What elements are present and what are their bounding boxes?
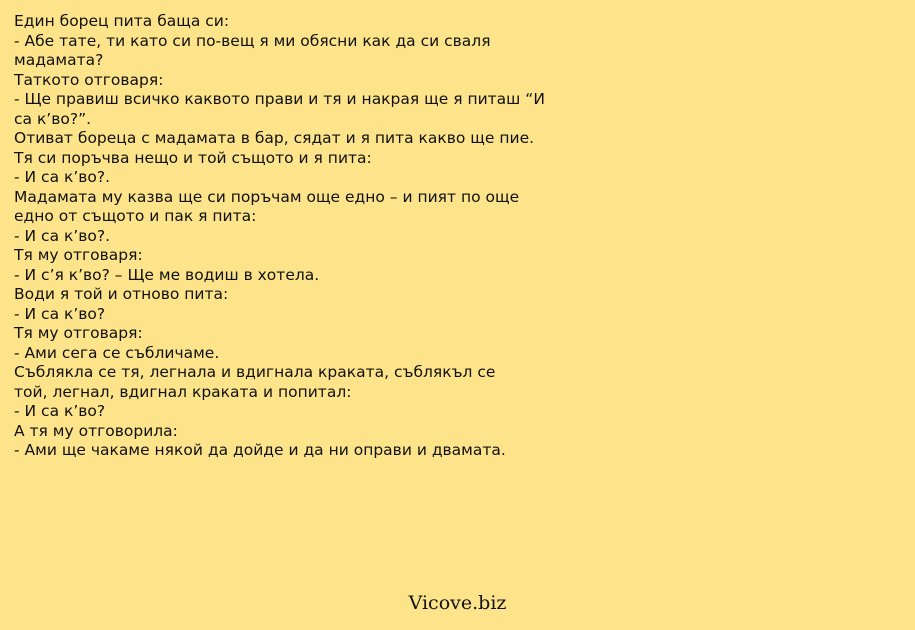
joke-line: Съблякла се тя, легнала и вдигнала краката, съблякъл се (14, 363, 496, 381)
joke-line: - Ами ще чакаме някой да дойде и да ни оправи и двамата. (14, 441, 506, 459)
joke-line: са к’во?”. (14, 109, 92, 128)
joke-line: той, легнал, вдигнал краката и попитал: (14, 382, 352, 401)
joke-line: - Абе тате, ти като си по-вещ я ми обясни как да си сваля (14, 31, 491, 50)
site-watermark: Vicove.biz (408, 592, 507, 614)
joke-line: едно от същото и пак я пита: (14, 207, 257, 225)
joke-line: - И са к’во? (14, 304, 106, 323)
joke-line: - И са к’во?. (14, 168, 111, 186)
joke-line: Тя му отговаря: (14, 324, 143, 342)
joke-line: Отиват бореца с мадамата в бар, сядат и я пита какво ще пие. (14, 129, 535, 147)
joke-line: - И са к’во?. (14, 226, 111, 245)
joke-line: А тя му отговорила: (14, 421, 178, 440)
joke-line: Един борец пита баща си: (14, 12, 230, 30)
joke-line: Мадамата му казва ще си поръчам още едно – и пият по още (14, 187, 520, 206)
joke-line: Води я той и отново пита: (14, 285, 229, 303)
joke-line: - И са к’во? (14, 402, 106, 420)
joke-line: Тя му отговаря: (14, 246, 143, 264)
joke-line: мадамата? (14, 51, 104, 69)
joke-line: - И с’я к’во? – Ще ме водиш в хотела. (14, 265, 320, 284)
joke-line: Тя си поръчва нещо и той същото и я пита: (14, 148, 372, 167)
joke-line: Таткото отговаря: (14, 70, 164, 89)
joke-line: - Ами сега се събличаме. (14, 343, 220, 362)
joke-line: - Ще правиш всичко каквото прави и тя и накрая ще я питаш “И (14, 90, 545, 108)
joke-text (14, 12, 894, 461)
